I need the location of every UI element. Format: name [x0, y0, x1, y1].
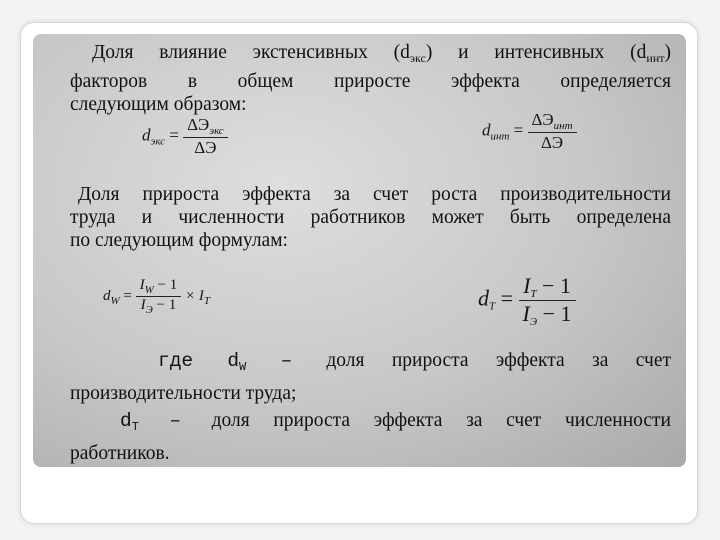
formula-symbol: I — [523, 273, 531, 298]
formula-symbol: I — [139, 277, 145, 293]
formula-symbol: d — [478, 285, 489, 311]
formula-equals: = — [123, 287, 132, 304]
formula-subscript: W — [144, 284, 154, 296]
formula-symbol: d — [142, 125, 151, 145]
formula-equals: = — [169, 125, 179, 145]
fraction-denominator: ΔЭ — [194, 138, 217, 157]
formula-tail: − 1 — [157, 277, 178, 293]
subscript: экс — [409, 51, 426, 65]
text-fragment: доля прироста эффекта за счет численности — [211, 410, 671, 431]
paragraph-definitions — [70, 346, 671, 466]
formula-multiplier: × I — [185, 287, 204, 304]
formula-subscript: инт — [490, 130, 510, 143]
formula-fraction — [519, 273, 576, 328]
formula-subscript: Э — [529, 316, 538, 328]
fraction-denominator — [519, 301, 576, 328]
formula-productivity-share — [103, 277, 210, 316]
text-fragment: – — [138, 410, 212, 432]
formula-fraction — [183, 115, 228, 158]
subscript: T — [131, 420, 139, 434]
fraction-numerator — [519, 273, 576, 301]
formula-symbol: d — [103, 287, 111, 304]
formula-tail: − 1 — [542, 301, 572, 326]
paragraph-line — [70, 346, 671, 382]
paragraph-line — [70, 406, 671, 442]
formula-extensive-share — [142, 115, 228, 158]
formula-symbol: d — [482, 120, 491, 140]
fraction-denominator — [136, 297, 182, 316]
paragraph-line: труда и численности работников может быть определена — [70, 207, 671, 228]
paragraph-line — [70, 41, 671, 70]
subscript: W — [239, 360, 247, 374]
formula-subscript: Э — [145, 304, 153, 316]
paragraph-productivity-intro — [70, 183, 671, 252]
formula-tail: − 1 — [156, 297, 177, 313]
formula-equals: = — [500, 285, 514, 311]
formula-subscript: T — [203, 294, 211, 307]
text-fragment: ) — [664, 42, 671, 63]
paragraph-line: производительности труда; — [70, 383, 297, 404]
formula-headcount-share — [478, 273, 576, 328]
text-fragment: – — [246, 350, 327, 372]
formula-subscript: T — [489, 300, 496, 313]
fraction-numerator — [528, 110, 577, 133]
formula-fraction — [136, 277, 182, 316]
formula-equals: = — [513, 120, 524, 140]
formula-fraction — [528, 110, 577, 153]
formula-symbol: ΔЭ — [531, 110, 554, 129]
paragraph-factors-intro — [70, 41, 671, 116]
text-fragment: доля прироста эффекта за счет — [326, 350, 671, 371]
formula-tail: − 1 — [542, 273, 571, 298]
formula-symbol: ΔЭ — [187, 115, 210, 134]
formula-symbol: I — [140, 297, 146, 313]
formula-intensive-share — [482, 110, 577, 153]
paragraph-line: Доля прироста эффекта за счет роста производительности — [78, 184, 671, 205]
text-fragment: где d — [158, 350, 240, 372]
formula-subscript: T — [530, 288, 537, 300]
fraction-denominator: ΔЭ — [540, 133, 564, 152]
formula-subscript: W — [110, 294, 120, 307]
formula-symbol: I — [522, 301, 530, 326]
formula-subscript: экс — [209, 125, 224, 137]
paragraph-line: по следующим формулам: — [70, 230, 288, 251]
text-fragment: ) и интенсивных (d — [425, 42, 647, 63]
paragraph-line: факторов в общем приросте эффекта определяется — [70, 71, 671, 92]
paragraph-line: работников. — [70, 443, 170, 464]
text-fragment: d — [120, 410, 132, 432]
formula-subscript: экс — [150, 135, 165, 148]
fraction-numerator — [183, 115, 228, 138]
formula-subscript: инт — [553, 120, 573, 132]
text-fragment: Доля влияние экстенсивных (d — [92, 42, 410, 63]
fraction-numerator — [136, 277, 182, 297]
subscript: инт — [646, 51, 665, 65]
paragraph-line: следующим образом: — [70, 94, 247, 115]
